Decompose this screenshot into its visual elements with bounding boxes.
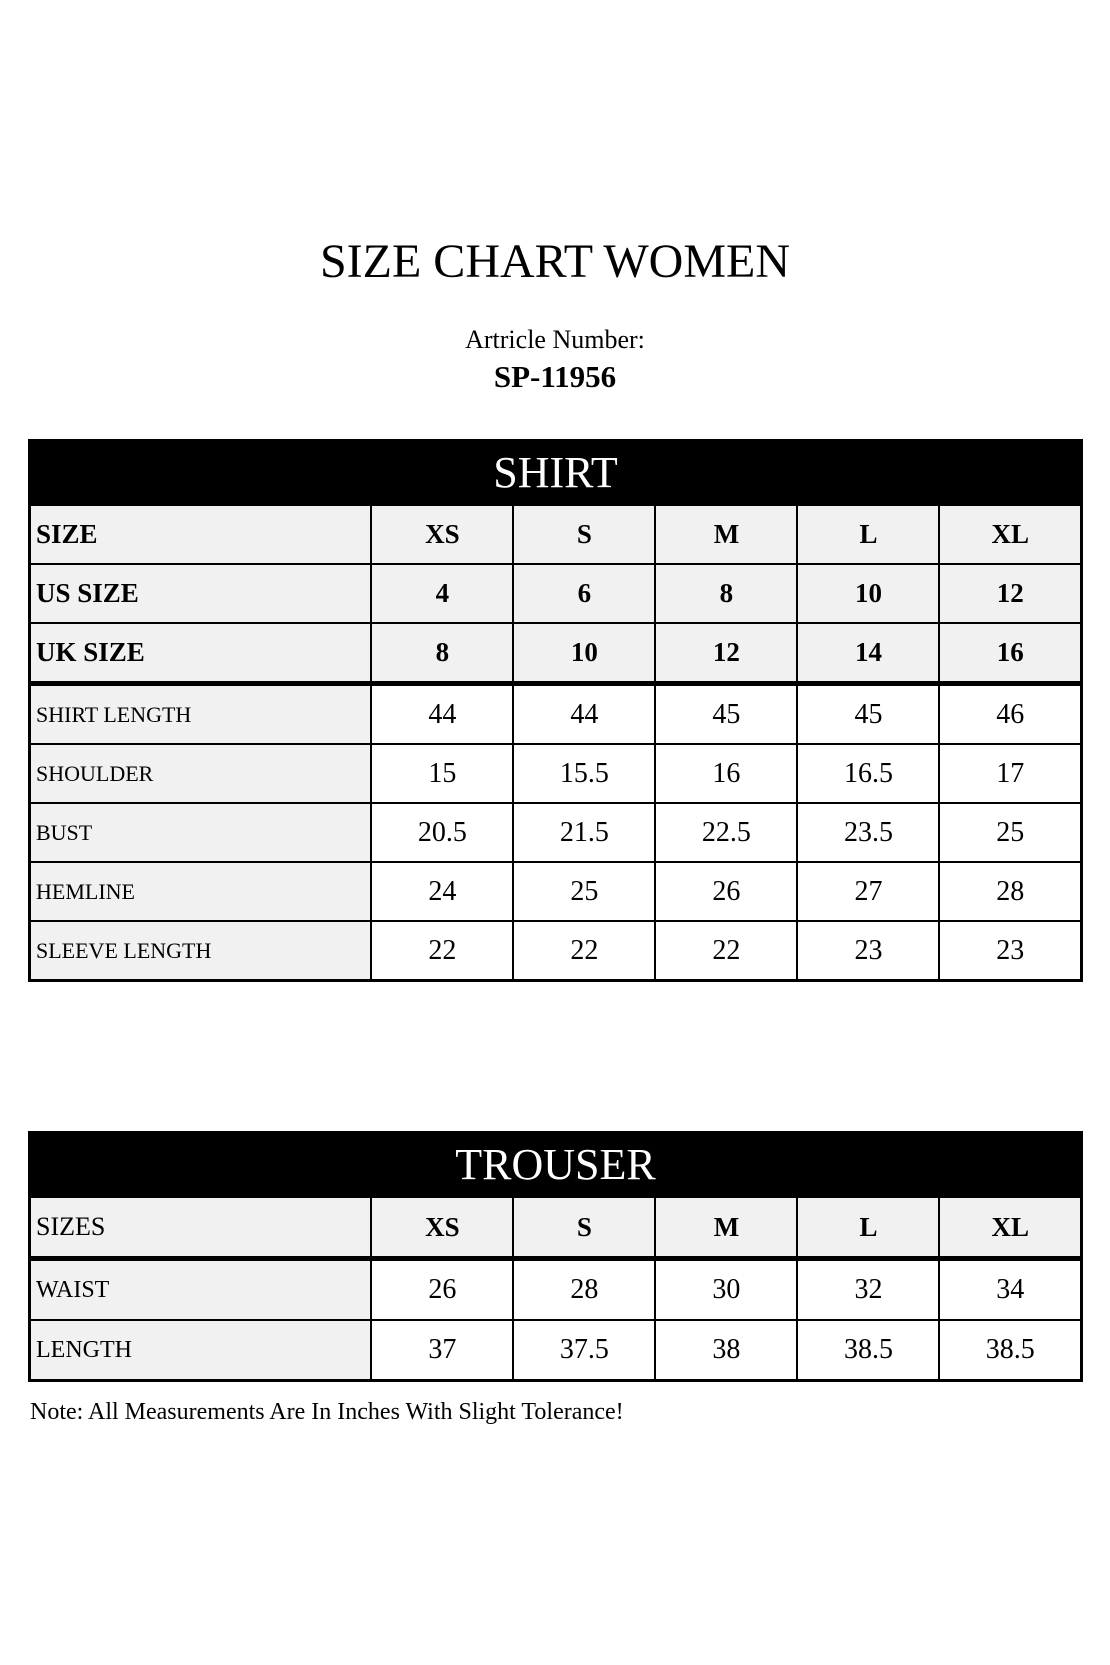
article-number-value: SP-11956 <box>493 359 617 394</box>
shirt-size-header-row <box>30 505 1082 565</box>
length-row <box>30 1320 1082 1381</box>
article-number-label: Artricle Number: <box>465 325 645 354</box>
note-text: Note: All Measurements Are In Inches With Slight Tolerance! <box>30 1399 624 1425</box>
bust-row <box>30 803 1082 862</box>
row-label-cell: SIZES <box>30 1197 372 1259</box>
shoulder-row <box>30 744 1082 803</box>
value-cell: 23 <box>939 921 1081 981</box>
shirt-size-table <box>28 439 1083 982</box>
value-cell: 20.5 <box>371 803 513 862</box>
value-cell: 8 <box>655 564 797 623</box>
value-cell: 44 <box>513 684 655 745</box>
value-cell: 38.5 <box>939 1320 1081 1381</box>
value-cell: 14 <box>797 623 939 684</box>
value-cell: 30 <box>655 1259 797 1321</box>
value-cell: 22 <box>371 921 513 981</box>
value-cell: S <box>513 505 655 565</box>
row-label-cell: SLEEVE LENGTH <box>30 921 372 981</box>
value-cell: 22 <box>655 921 797 981</box>
value-cell: 37.5 <box>513 1320 655 1381</box>
trouser-table-band: TROUSER <box>30 1133 1082 1197</box>
shirt-uk-size-row <box>30 623 1082 684</box>
value-cell: XL <box>939 505 1081 565</box>
waist-row <box>30 1259 1082 1321</box>
row-label-cell: HEMLINE <box>30 862 372 921</box>
value-cell: 25 <box>939 803 1081 862</box>
row-label-cell: SHOULDER <box>30 744 372 803</box>
value-cell: S <box>513 1197 655 1259</box>
hemline-row <box>30 862 1082 921</box>
page-title: SIZE CHART WOMEN <box>319 235 790 288</box>
value-cell: 10 <box>513 623 655 684</box>
value-cell: 10 <box>797 564 939 623</box>
value-cell: 16 <box>655 744 797 803</box>
trouser-band-row <box>30 1133 1082 1197</box>
value-cell: 8 <box>371 623 513 684</box>
row-label-cell: WAIST <box>30 1259 372 1321</box>
value-cell: 25 <box>513 862 655 921</box>
value-cell: 15.5 <box>513 744 655 803</box>
shirt-us-size-row <box>30 564 1082 623</box>
value-cell: 28 <box>939 862 1081 921</box>
sleeve-length-row <box>30 921 1082 981</box>
value-cell: M <box>655 1197 797 1259</box>
shirt-band-row <box>30 441 1082 505</box>
value-cell: 16.5 <box>797 744 939 803</box>
value-cell: 28 <box>513 1259 655 1321</box>
value-cell: L <box>797 1197 939 1259</box>
value-cell: 24 <box>371 862 513 921</box>
value-cell: 22 <box>513 921 655 981</box>
value-cell: M <box>655 505 797 565</box>
value-cell: 17 <box>939 744 1081 803</box>
value-cell: 22.5 <box>655 803 797 862</box>
value-cell: 44 <box>371 684 513 745</box>
value-cell: 46 <box>939 684 1081 745</box>
value-cell: 34 <box>939 1259 1081 1321</box>
value-cell: XS <box>371 505 513 565</box>
value-cell: L <box>797 505 939 565</box>
row-label-cell: SIZE <box>30 505 372 565</box>
value-cell: 12 <box>655 623 797 684</box>
shirt-table-band: SHIRT <box>30 441 1082 505</box>
value-cell: 27 <box>797 862 939 921</box>
value-cell: 16 <box>939 623 1081 684</box>
value-cell: 4 <box>371 564 513 623</box>
value-cell: 26 <box>655 862 797 921</box>
value-cell: 45 <box>797 684 939 745</box>
value-cell: 37 <box>371 1320 513 1381</box>
value-cell: 6 <box>513 564 655 623</box>
value-cell: 21.5 <box>513 803 655 862</box>
value-cell: 26 <box>371 1259 513 1321</box>
row-label-cell: UK SIZE <box>30 623 372 684</box>
trouser-sizes-header-row <box>30 1197 1082 1259</box>
value-cell: 32 <box>797 1259 939 1321</box>
value-cell: 15 <box>371 744 513 803</box>
row-label-cell: BUST <box>30 803 372 862</box>
value-cell: 12 <box>939 564 1081 623</box>
value-cell: 23 <box>797 921 939 981</box>
row-label-cell: LENGTH <box>30 1320 372 1381</box>
value-cell: 38 <box>655 1320 797 1381</box>
row-label-cell: SHIRT LENGTH <box>30 684 372 745</box>
value-cell: XL <box>939 1197 1081 1259</box>
row-label-cell: US SIZE <box>30 564 372 623</box>
shirt-length-row <box>30 684 1082 745</box>
value-cell: 45 <box>655 684 797 745</box>
value-cell: 23.5 <box>797 803 939 862</box>
value-cell: 38.5 <box>797 1320 939 1381</box>
value-cell: XS <box>371 1197 513 1259</box>
trouser-size-table <box>28 1131 1083 1382</box>
